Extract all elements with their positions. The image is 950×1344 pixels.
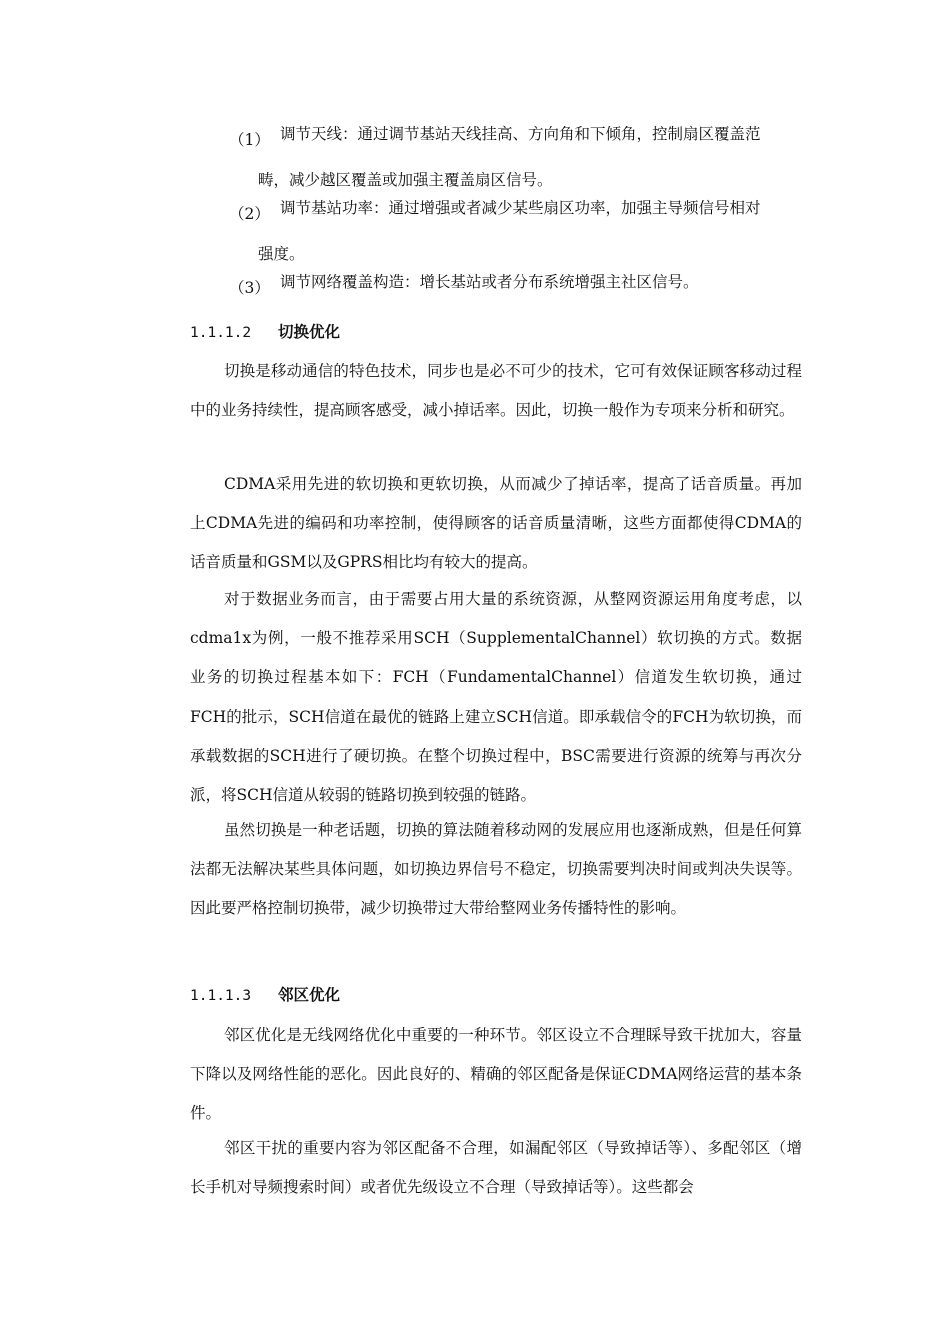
paragraph: 虽然切换是一种老话题，切换的算法随着移动网的发展应用也逐渐成熟，但是任何算法都无法解决某些具体问题，如切换边界信号不稳定，切换需要判决时间或判决失误等。因此要严格控制切换带，减少切换带过大带给整网业务传播特性的影响。	[190, 821, 802, 918]
section-title: 邻区优化	[278, 985, 341, 1004]
list-number-3: （3）	[229, 279, 270, 297]
list-number-2: （2）	[229, 205, 270, 223]
paragraph: 切换是移动通信的特色技术，同步也是必不可少的技术，它可有效保证顾客移动过程中的业务持续性，提高顾客感受，减小掉话率。因此，切换一般作为专项来分析和研究。	[190, 362, 802, 420]
list-item-1-line1: 调节天线：通过调节基站天线挂高、方向角和下倾角，控制扇区覆盖范	[280, 125, 761, 143]
list-item-2-line2: 强度。	[258, 245, 305, 263]
section-number: 1.1.1.3	[190, 988, 252, 1004]
list-item-3-line1: 调节网络覆盖构造：增长基站或者分布系统增强主社区信号。	[280, 273, 699, 291]
paragraph: 邻区干扰的重要内容为邻区配备不合理，如漏配邻区（导致掉话等）、多配邻区（增长手机对导频搜索时间）或者优先级设立不合理（导致掉话等）。这些都会	[190, 1139, 802, 1197]
section-title: 切换优化	[278, 322, 341, 341]
list-item-1-line2: 畴，减少越区覆盖或加强主覆盖扇区信号。	[258, 171, 553, 189]
paragraph: 邻区优化是无线网络优化中重要的一种环节。邻区设立不合理睬导致干扰加大，容量下降以及网络性能的恶化。因此良好的、精确的邻区配备是保证CDMA网络运营的基本条件。	[190, 1026, 802, 1123]
list-item-2-line1: 调节基站功率：通过增强或者减少某些扇区功率，加强主导频信号相对	[280, 199, 761, 217]
section-heading-handover	[190, 320, 340, 342]
section-number: 1.1.1.2	[190, 325, 252, 341]
paragraph: 对于数据业务而言，由于需要占用大量的系统资源，从整网资源运用角度考虑，以cdma1x为例，一般不推荐采用SCH（SupplementalChannel）软切换的方式。数据业务的切换过程基本如下：FCH（FundamentalChannel）信道发生软切换，通过FCH的批示，SCH信道在最优的链路上建立SCH信道。即承载信令的FCH为软切换，而承载数据的SCH进行了硬切换。在整个切换过程中，BSC需要进行资源的统筹与再次分派，将SCH信道从较弱的链路切换到较强的链路。	[190, 590, 802, 805]
paragraph: CDMA采用先进的软切换和更软切换，从而减少了掉话率，提高了话音质量。再加上CDMA先进的编码和功率控制，使得顾客的话音质量清晰，这些方面都使得CDMA的话音质量和GSM以及GPRS相比均有较大的提高。	[190, 475, 802, 572]
section-heading-neighbor	[190, 983, 340, 1005]
list-number-1: （1）	[229, 131, 270, 149]
